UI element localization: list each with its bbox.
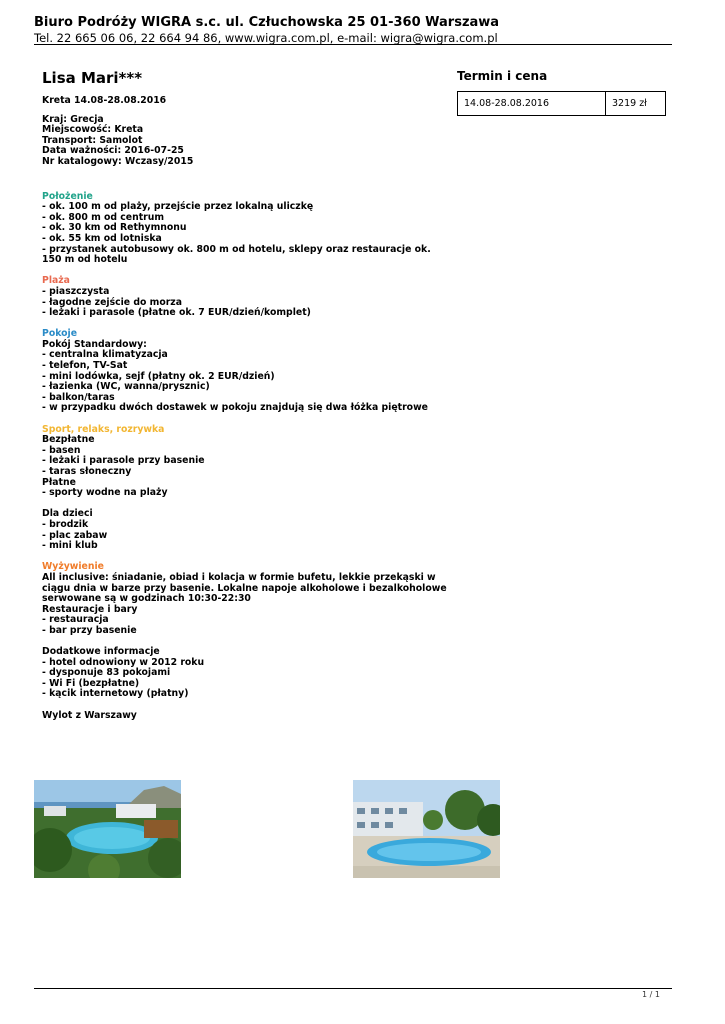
offer-info <box>42 115 452 168</box>
price-row <box>458 92 666 116</box>
section-body <box>42 202 452 266</box>
section-line: - leżaki i parasole (płatne ok. 7 EUR/dzień/komplet) <box>42 307 311 319</box>
section-line: - piaszczysta <box>42 285 110 297</box>
section-line: - łagodne zejście do morza <box>42 296 182 308</box>
section-line: Bezpłatne <box>42 434 95 446</box>
section-line <box>42 499 452 510</box>
section-line: - hotel odnowiony w 2012 roku <box>42 656 205 668</box>
section-line: Restauracje i bary <box>42 603 138 615</box>
section-line: - przystanek autobusowy ok. 800 m od hotelu, sklepy oraz restauracje ok. 150 m od hotelu <box>42 243 434 266</box>
offer-title: Lisa Mari*** <box>42 69 143 87</box>
section-line: - w przypadku dwóch dostawek w pokoju znajdują się dwa łóżka piętrowe <box>42 402 428 414</box>
section-1 <box>42 276 452 318</box>
hotel-pool-photo-2-image <box>353 780 500 878</box>
section-line: - ok. 800 m od centrum <box>42 211 165 223</box>
company-name: Biuro Podróży WIGRA s.c. ul. Człuchowska 25 01-360 Warszawa <box>34 15 500 30</box>
section-line: - Wi Fi (bezpłatne) <box>42 677 140 689</box>
section-line: Dla dzieci <box>42 508 93 520</box>
section-line: - restauracja <box>42 614 109 626</box>
header-divider <box>34 44 672 45</box>
section-heading: Plaża <box>42 275 70 287</box>
term-cell: 14.08-28.08.2016 <box>458 92 606 116</box>
section-line: Pokój Standardowy: <box>42 338 147 350</box>
section-line: - sporty wodne na plaży <box>42 487 168 499</box>
price-panel <box>457 68 667 116</box>
info-location: Miejscowość: Kreta <box>42 124 144 136</box>
section-body <box>42 573 452 721</box>
section-line: - taras słoneczny <box>42 466 132 477</box>
section-heading: Położenie <box>42 190 93 202</box>
section-line: - łazienka (WC, wanna/prysznic) <box>42 381 210 393</box>
footer-divider <box>34 988 672 989</box>
section-line: - basen <box>42 444 81 456</box>
section-line: All inclusive: śniadanie, obiad i kolacja w formie bufetu, lekkie przekąski w ciągu dnia w barze przy basenie. Lokalne napoje alkoholowe i bezalkoholowe serwowane są w godzinach 10:30-22:30 <box>42 571 450 605</box>
section-line: - ok. 30 km od Rethymnonu <box>42 222 187 234</box>
section-line: - plac zabaw <box>42 529 108 541</box>
price-cell: 3219 zł <box>606 92 666 116</box>
section-line: - ok. 55 km od lotniska <box>42 232 162 244</box>
section-heading: Sport, relaks, rozrywka <box>42 423 165 435</box>
hotel-pool-photo-1-image <box>34 780 181 878</box>
info-catalog: Nr katalogowy: Wczasy/2015 <box>42 155 194 167</box>
offer-sections <box>42 192 452 722</box>
offer-dates: Kreta 14.08-28.08.2016 <box>42 95 167 106</box>
section-line: - ok. 100 m od plaży, przejście przez lokalną uliczkę <box>42 201 314 213</box>
hotel-pool-photo-1 <box>34 780 181 878</box>
hotel-pool-photo-2 <box>353 780 500 878</box>
section-line: Płatne <box>42 476 76 488</box>
section-line: - telefon, TV-Sat <box>42 360 128 372</box>
section-3 <box>42 425 452 552</box>
section-line: - balkon/taras <box>42 391 115 403</box>
section-line: - kącik internetowy (płatny) <box>42 688 189 700</box>
section-line: - centralna klimatyzacja <box>42 349 168 361</box>
section-body <box>42 340 452 414</box>
price-panel-title: Termin i cena <box>457 69 548 83</box>
section-line: - dysponuje 83 pokojami <box>42 667 171 679</box>
offer-details <box>42 68 452 732</box>
section-4 <box>42 562 452 721</box>
price-table <box>457 91 666 116</box>
info-transport: Transport: Samolot <box>42 134 143 146</box>
company-contact: Tel. 22 665 06 06, 22 664 94 86, www.wigra.com.pl, e-mail: wigra@wigra.com.pl <box>34 31 498 45</box>
section-line: - mini lodówka, sejf (płatny ok. 2 EUR/dzień) <box>42 370 275 382</box>
info-validity: Data ważności: 2016-07-25 <box>42 145 184 157</box>
section-line: Wylot z Warszawy <box>42 709 137 721</box>
info-country: Kraj: Grecja <box>42 113 104 125</box>
section-line: Dodatkowe informacje <box>42 646 160 658</box>
section-2 <box>42 329 452 414</box>
section-0 <box>42 192 452 266</box>
section-heading: Wyżywienie <box>42 561 104 573</box>
section-line: - bar przy basenie <box>42 624 137 636</box>
section-line: - brodzik <box>42 518 89 530</box>
section-line: - mini klub <box>42 540 98 552</box>
page-number: 1 / 1 <box>642 990 660 999</box>
section-line: - leżaki i parasole przy basenie <box>42 455 205 467</box>
page-header <box>34 14 674 46</box>
section-body <box>42 287 452 319</box>
section-body <box>42 435 452 552</box>
section-heading: Pokoje <box>42 328 78 340</box>
